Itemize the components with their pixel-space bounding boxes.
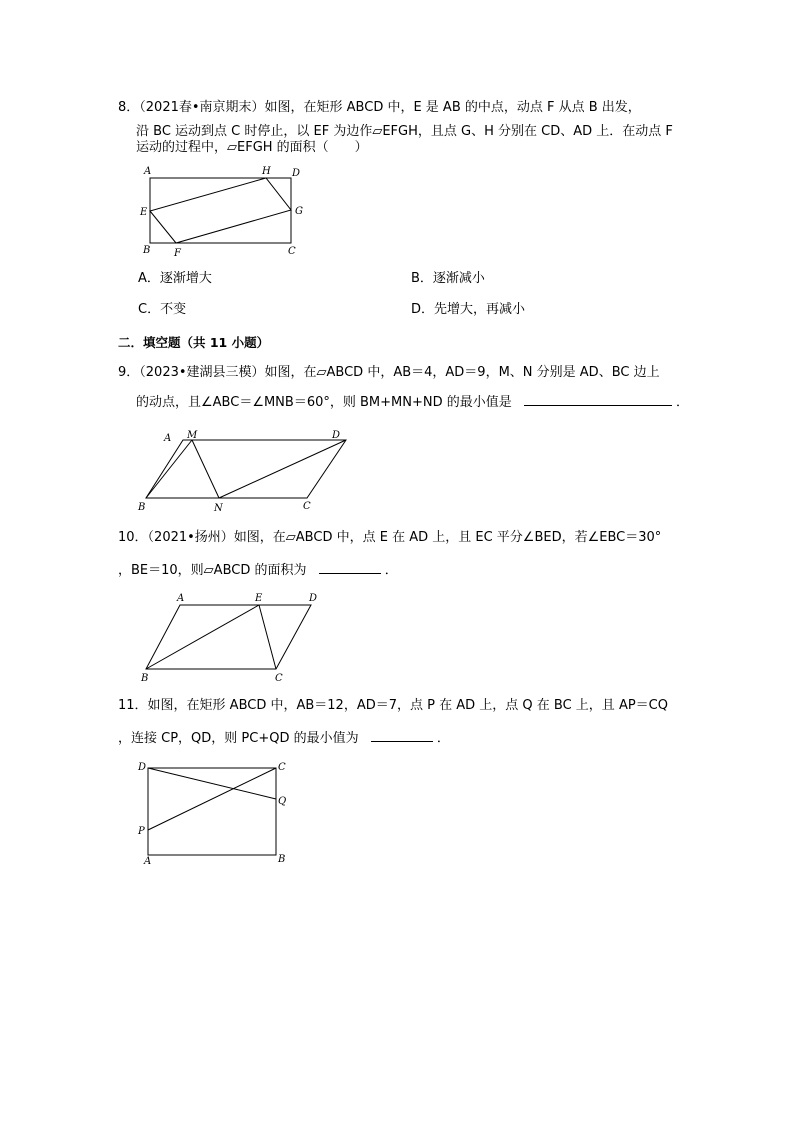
q11-text-line1: 11．如图，在矩形 ABCD 中，AB＝12，AD＝7，点 P 在 AD 上，点 Q 在 BC 上，且 AP＝CQ xyxy=(118,698,668,713)
q8-option-c: C．不变 xyxy=(138,302,187,317)
q10-label-b: B xyxy=(141,673,149,684)
q11-question: ，连接 CP，QD，则 PC+QD 的最小值为 xyxy=(118,731,359,746)
q11-label-q: Q xyxy=(278,796,287,807)
q11-label-d: D xyxy=(138,762,147,773)
q8-option-d: D．先增大，再减小 xyxy=(411,302,526,317)
q9-parallelogram-abcd xyxy=(146,440,346,498)
q10-parallelogram-abcd xyxy=(146,605,311,669)
q8-label-e: E xyxy=(140,207,148,218)
q10-label-e: E xyxy=(255,593,263,604)
q10-period: ． xyxy=(384,563,398,578)
q11-label-a: A xyxy=(144,856,152,867)
q9-text-line1: 9．（2023•建湖县三模）如图，在▱ABCD 中，AB＝4，AD＝9，M、N 分别是 AD、BC 边上 xyxy=(118,365,660,380)
q11-label-b: B xyxy=(278,854,286,865)
q8-label-g: G xyxy=(295,206,303,217)
q8-label-c: C xyxy=(288,246,296,257)
section-heading: 二．填空题（共 11 小题） xyxy=(118,335,270,350)
q11-period: ． xyxy=(436,731,450,746)
q8-option-b: B．逐渐减小 xyxy=(411,271,485,286)
q10-text-line2 xyxy=(118,563,398,579)
q11-label-c: C xyxy=(278,762,286,773)
q8-parallelogram-efgh xyxy=(150,178,291,243)
q8-label-d: D xyxy=(292,168,301,179)
q9-label-a: A xyxy=(164,433,172,444)
q9-label-b: B xyxy=(138,502,146,513)
q8-label-b: B xyxy=(143,245,151,256)
q8-label-h: H xyxy=(262,166,271,177)
q9-text-line2 xyxy=(136,395,689,411)
q10-label-d: D xyxy=(309,593,318,604)
q9-label-n: N xyxy=(214,503,223,514)
q9-label-c: C xyxy=(303,501,311,512)
q11-label-p: P xyxy=(138,826,145,837)
q9-answer-blank[interactable] xyxy=(524,405,672,406)
q11-text-line2 xyxy=(118,731,450,747)
q8-rectangle-abcd xyxy=(150,178,291,243)
q11-rectangle-abcd xyxy=(148,768,276,855)
q9-period: ． xyxy=(676,395,690,410)
q10-answer-blank[interactable] xyxy=(319,573,381,574)
q8-text-line2: 沿 BC 运动到点 C 时停止，以 EF 为边作▱EFGH，且点 G、H 分别在 CD、AD 上．在动点 F xyxy=(136,124,673,139)
q8-text-line1: 8．（2021春•南京期末）如图，在矩形 ABCD 中，E 是 AB 的中点，动点 F 从点 B 出发， xyxy=(118,100,641,115)
q10-label-c: C xyxy=(275,673,283,684)
q8-label-a: A xyxy=(144,166,152,177)
q8-text-line3: 运动的过程中，▱EFGH 的面积（ ） xyxy=(136,140,368,155)
q10-label-a: A xyxy=(177,593,185,604)
q9-question: 的动点，且∠ABC＝∠MNB＝60°，则 BM+MN+ND 的最小值是 xyxy=(136,395,512,410)
q8-option-a: A．逐渐增大 xyxy=(138,271,212,286)
q9-label-m: M xyxy=(187,430,198,441)
q8-label-f: F xyxy=(174,248,181,259)
q10-question: ，BE＝10，则▱ABCD 的面积为 xyxy=(118,563,307,578)
q9-label-d: D xyxy=(332,430,341,441)
q10-text-line1: 10．（2021•扬州）如图，在▱ABCD 中，点 E 在 AD 上，且 EC 平分∠BED，若∠EBC＝30° xyxy=(118,530,662,545)
q11-answer-blank[interactable] xyxy=(371,741,433,742)
